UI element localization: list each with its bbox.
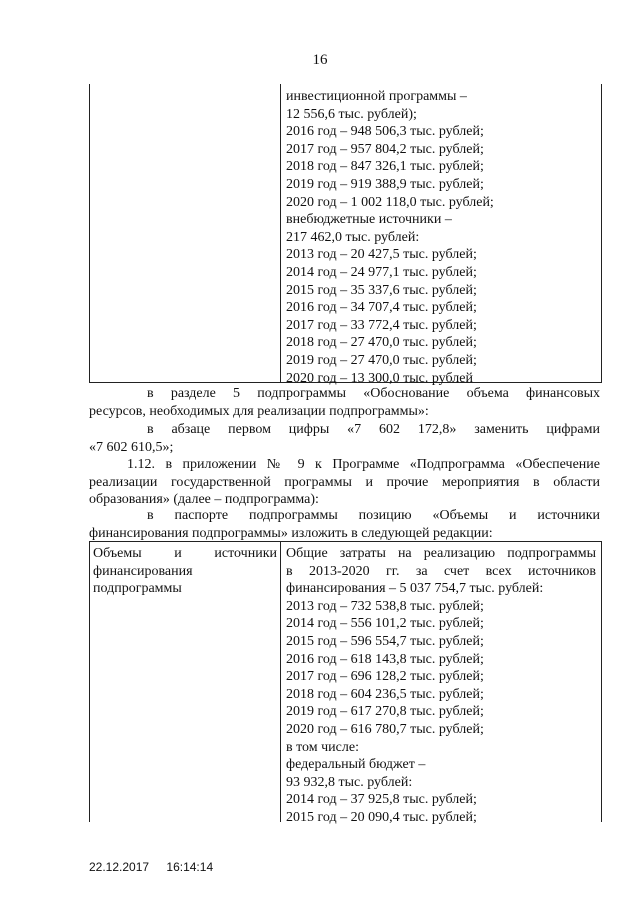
financing-line: финансирования – 5 037 754,7 тыс. рублей: [286,581,544,597]
financing-line: 2020 год – 13 300,0 тыс. рублей [286,370,473,386]
financing-line: 2014 год – 24 977,1 тыс. рублей; [286,264,477,280]
financing-line: 2018 год – 847 326,1 тыс. рублей; [286,159,484,175]
financing-line: 2015 год – 20 090,4 тыс. рублей; [286,809,477,825]
paragraph-first-abzac [89,421,600,456]
column-divider [280,542,281,822]
print-date: 22.12.2017 [89,860,150,874]
financing-line: 2017 год – 957 804,2 тыс. рублей; [286,141,484,157]
financing-line: 2014 год – 556 101,2 тыс. рублей; [286,616,484,632]
financing-line: Общие затраты на реализацию подпрограммы [286,546,596,561]
page-number: 16 [312,52,328,68]
financing-line: 2016 год – 948 506,3 тыс. рублей; [286,124,484,140]
paragraph-line: «7 602 610,5»; [89,439,174,455]
financing-line: в 2013-2020 гг. за счет всех источников [286,563,596,579]
financing-line: 2015 год – 596 554,7 тыс. рублей; [286,633,484,649]
position-name-column [93,545,277,598]
financing-line: 2016 год – 34 707,4 тыс. рублей; [286,300,477,316]
paragraph-line: финансирования подпрограммы» изложить в следующей редакции: [89,525,493,541]
paragraph-line: в паспорте подпрограммы позицию «Объемы и источники [147,508,600,523]
paragraph-passport [89,507,600,542]
paragraph-line: образования» (далее – подпрограмма): [89,492,319,508]
passport-financing-table [89,541,602,825]
financing-line: 2018 год – 27 470,0 тыс. рублей; [286,335,477,351]
column-divider [280,84,281,382]
financing-line: 2019 год – 919 388,9 тыс. рублей; [286,176,484,192]
financing-line: 2013 год – 20 427,5 тыс. рублей; [286,247,477,263]
financing-details-column [286,545,596,827]
paragraph-section-5 [89,385,600,420]
financing-line: 12 556,6 тыс. рублей); [286,106,417,122]
financing-line: 2013 год – 732 538,8 тыс. рублей; [286,598,484,614]
financing-line: 93 932,8 тыс. рублей: [286,774,413,790]
position-name-line: Объемы и источники [93,546,277,561]
financing-line: федеральный бюджет – [286,757,426,773]
financing-line: 2020 год – 1 002 118,0 тыс. рублей; [286,194,494,210]
financing-line: 2019 год – 617 270,8 тыс. рублей; [286,704,484,720]
financing-line: инвестиционной программы – [286,89,467,104]
financing-line: 2017 год – 696 128,2 тыс. рублей; [286,669,484,685]
financing-line: 2018 год – 604 236,5 тыс. рублей; [286,686,484,702]
paragraph-line: 1.12. в приложении № 9 к Программе «Подпрограмма «Обеспечение [127,457,600,472]
financing-table-continued [89,84,602,386]
print-time: 16:14:14 [166,860,214,874]
financing-line: внебюджетные источники – [286,212,452,228]
print-timestamp [89,860,227,874]
financing-line: 2019 год – 27 470,0 тыс. рублей; [286,352,477,368]
position-name-line: подпрограммы [93,581,182,597]
paragraph-line: реализации государственной программы и прочие мероприятия в области [89,474,600,490]
paragraph-1-12 [89,456,600,509]
financing-line: 2017 год – 33 772,4 тыс. рублей; [286,317,477,333]
paragraph-line: в разделе 5 подпрограммы «Обоснование объема финансовых [147,386,600,401]
financing-line: в том числе: [286,739,359,755]
financing-line: 217 462,0 тыс. рублей: [286,229,420,245]
paragraph-line: ресурсов, необходимых для реализации подпрограммы»: [89,403,429,419]
position-name-line: финансирования [93,563,193,579]
financing-details-column [286,88,596,387]
paragraph-line: в абзаце первом цифры «7 602 172,8» заменить цифрами [147,422,600,437]
financing-line: 2020 год – 616 780,7 тыс. рублей; [286,721,484,737]
financing-line: 2014 год – 37 925,8 тыс. рублей; [286,792,477,808]
financing-line: 2015 год – 35 337,6 тыс. рублей; [286,282,477,298]
financing-line: 2016 год – 618 143,8 тыс. рублей; [286,651,484,667]
